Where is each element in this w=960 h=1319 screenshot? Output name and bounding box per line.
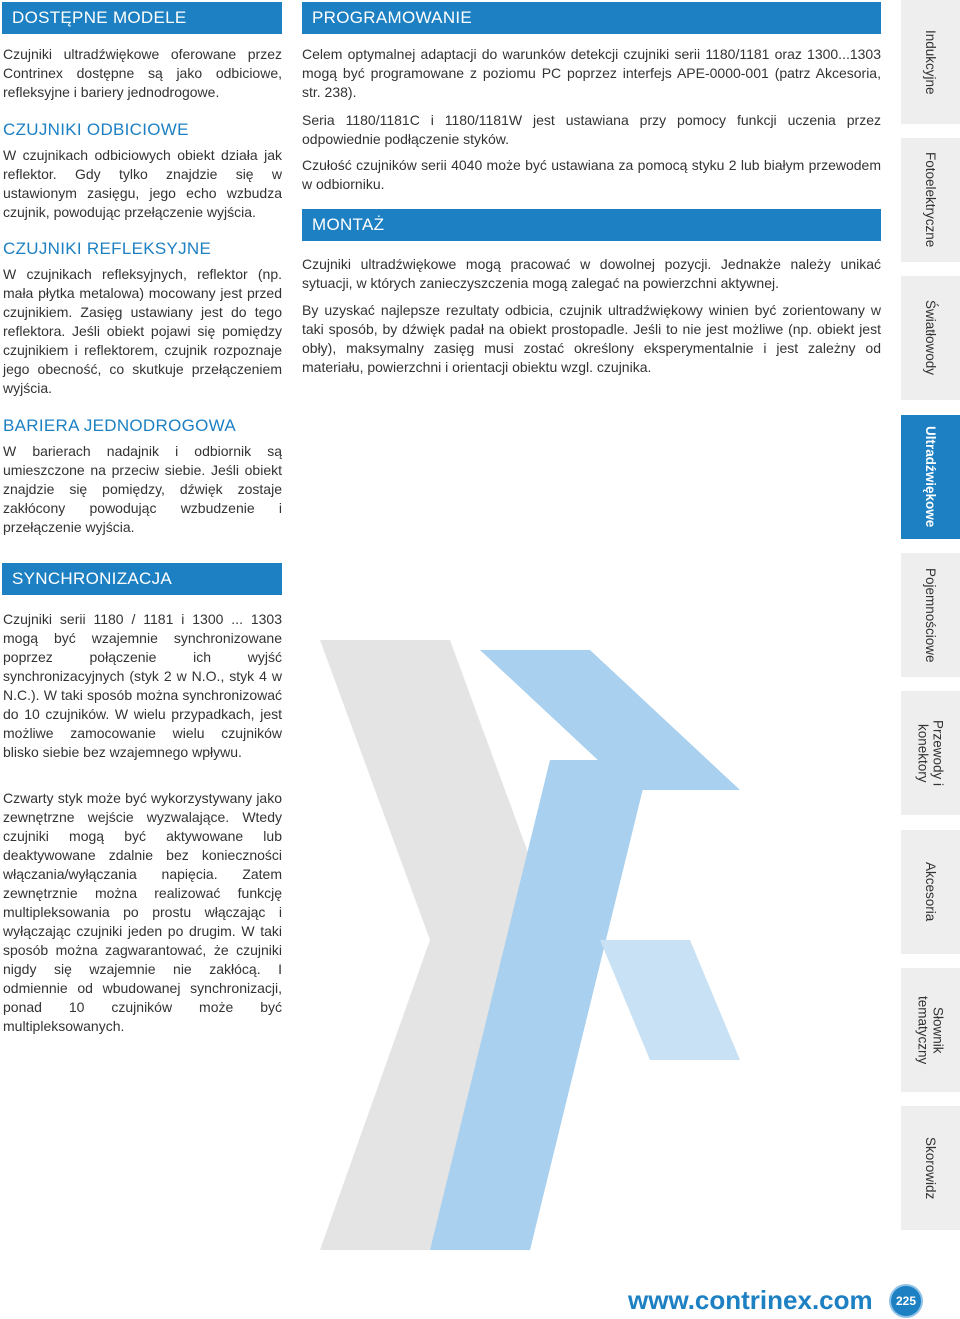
tab-fotoelektryczne[interactable] (901, 138, 960, 262)
montaz-p1: Czujniki ultradźwiękowe mogą pracować w dowolnej pozycji. Jednakże należy unikać sytuacji, w których zanieczyszczenia mogą zalegać na powierzchni aktywnej. (302, 256, 881, 291)
tab-label: Pojemnościowe (923, 567, 938, 663)
contrinex-x-graphic (300, 640, 740, 1250)
bariera-title: BARIERA JEDNODROGOWA (3, 416, 237, 435)
tab-ultradzwiekowe[interactable] (901, 415, 960, 539)
programowanie-p2: Seria 1180/1181C i 1180/1181W jest ustawiana przy pomocy funkcji uczenia przez odpowiednie podłączenie styków. (302, 112, 881, 147)
tab-label: Światłowody (923, 300, 938, 376)
synchronizacja-p1: Czujniki serii 1180 / 1181 i 1300 ... 1303 mogą być wzajemnie synchronizowane poprzez połączenie ich wyjść synchronizacyjnych (styk 2 w N.O., styk 4 w N.C.). W taki sposób można synchronizować do 10 czujników. W wielu przypadkach, jest możliwe zamocowanie wielu czujników blisko siebie bez wzajemnego wpływu. (3, 611, 282, 760)
programowanie-p1: Celem optymalnej adaptacji do warunków detekcji czujniki serii 1180/1181 oraz 1300...1303 mogą być programowane z poziomu PC poprzez interfejs APE-0000-001 (patrz Akcesoria, str. 238). (302, 46, 881, 100)
programowanie-p3: Czułość czujników serii 4040 może być ustawiana za pomocą styku 2 lub białym przewodem w odbiorniku. (302, 157, 881, 192)
tab-label: Ultradźwiękowe (923, 426, 938, 528)
tab-label: Indukcyjne (923, 29, 938, 95)
montaz-header: MONTAŻ (302, 209, 881, 241)
programowanie-header: PROGRAMOWANIE (302, 2, 881, 34)
odbiciowe-text: W czujnikach odbiciowych obiekt działa jak reflektor. Gdy tylko znajdzie się w ustawionym zasięgu, jego echo wzbudza czujnik, powodując przełączenie wyjścia. (3, 147, 282, 220)
synchronizacja-p2: Czwarty styk może być wykorzystywany jako zewnętrzne wejście wyzwalające. Wtedy czujniki mogą być aktywowane lub deaktywowane zdalnie bez konieczności włączania/wyłączania napięcia. Zatem zewnętrznie można realizować funkcję multipleksowania po prostu włączając i wyłączając czujniki jeden po drugim. W taki sposób można zagwarantować, że czujniki nigdy się wzajemnie nie zakłócą. I odmiennie od wbudowanej synchronizacji, ponad 10 czujników może być multipleksowanych. (3, 790, 282, 1034)
tab-label: Fotoelektryczne (923, 152, 938, 248)
dostepne-text: Czujniki ultradźwiękowe oferowane przez Contrinex dostępne są jako odbiciowe, refleksyjne i bariery jednodrogowe. (3, 46, 282, 100)
tab-label: Skorowidz (923, 1136, 938, 1200)
page-number: 225 (891, 1286, 921, 1316)
odbiciowe-title: CZUJNIKI ODBICIOWE (3, 120, 189, 139)
refleksyjne-title: CZUJNIKI REFLEKSYJNE (3, 239, 212, 258)
synchronizacja-header: SYNCHRONIZACJA (2, 563, 282, 595)
tab-slownik-tematyczny[interactable] (901, 968, 960, 1092)
tab-swiatlowody[interactable] (901, 276, 960, 400)
x-blue-right (600, 940, 740, 1060)
tab-skorowidz[interactable] (901, 1106, 960, 1230)
tab-pojemnosciowe[interactable] (901, 553, 960, 677)
refleksyjne-text: W czujnikach refleksyjnych, reflektor (np. mała płytka metalowa) mocowany jest przed czujnikiem. Zasięg ustawiany jest do tego reflektora. Jeśli obiekt pojawi się pomiędzy czujnikiem i reflektorem, czujnik rozpoznaje jego obecność, co skutkuje przełączeniem wyjścia. (3, 266, 282, 396)
tab-przewody-konektory[interactable] (901, 691, 960, 815)
tab-indukcyjne[interactable] (901, 0, 960, 124)
tab-label: Przewody i konektory (915, 719, 946, 787)
tab-label: Słownik tematyczny (915, 995, 946, 1065)
website-link[interactable]: www.contrinex.com (628, 1285, 873, 1315)
tab-label: Akcesoria (923, 862, 938, 922)
bariera-text: W barierach nadajnik i odbiornik są umieszczone na przeciw siebie. Jeśli obiekt znajdzie się pomiędzy, dźwięk zostaje zakłócony powodując wzbudzenie i przełączenie wyjścia. (3, 443, 282, 535)
montaz-p2: By uzyskać najlepsze rezultaty odbicia, czujnik ultradźwiękowy winien być zorientowany w taki sposób, by dźwięk padał na obiekt prostopadle. Jeśli to nie jest możliwe (np. obiekt jest obły), maksymalny zasięg musi zostać określony eksperymentalnie i jest zależny od materiału, powierzchni i orientacji obiektu wzgl. czujnika. (302, 302, 881, 375)
dostepne-header: DOSTĘPNE MODELE (2, 2, 282, 34)
tab-akcesoria[interactable] (901, 830, 960, 954)
